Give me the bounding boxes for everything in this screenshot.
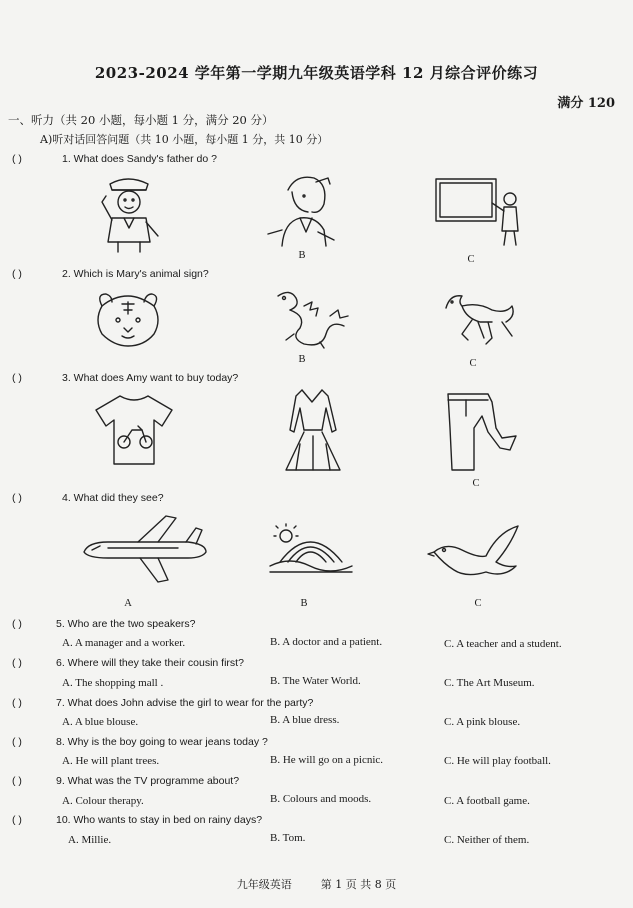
answer-blank[interactable]: ( )	[12, 697, 22, 709]
airplane-icon	[78, 512, 210, 586]
question-text: 4. What did they see?	[62, 492, 164, 504]
question-text: 9. What was the TV programme about?	[56, 775, 240, 787]
question-text: 3. What does Amy want to buy today?	[62, 372, 239, 384]
question-text: 6. Where will they take their cousin first?	[56, 657, 244, 669]
option-label: B	[300, 598, 308, 609]
rainbow-icon	[266, 522, 356, 578]
answer-blank[interactable]: ( )	[12, 657, 22, 669]
option-a: A. He will plant trees.	[62, 755, 160, 767]
section-subheading: A)听对话回答问题（共 10 小题，每小题 1 分，共 10 分）	[40, 133, 329, 146]
option-label: C	[467, 254, 475, 265]
option-a: A. Millie.	[68, 834, 112, 846]
woman-office-icon	[258, 170, 344, 250]
option-b: B. A blue dress.	[270, 714, 340, 726]
option-c: C. He will play football.	[444, 755, 551, 767]
option-c: C. A teacher and a student.	[444, 638, 562, 650]
question-text: 5. Who are the two speakers?	[56, 618, 196, 630]
option-b: B. Tom.	[270, 832, 306, 844]
option-c: C. A pink blouse.	[444, 716, 521, 728]
tiger-icon	[88, 288, 168, 348]
trousers-icon	[444, 388, 520, 474]
t-shirt-icon	[92, 390, 178, 470]
question-text: 8. Why is the boy going to wear jeans today ?	[56, 736, 268, 748]
bird-icon	[426, 522, 524, 584]
answer-blank[interactable]: ( )	[12, 492, 22, 504]
answer-blank[interactable]: ( )	[12, 814, 22, 826]
answer-blank[interactable]: ( )	[12, 736, 22, 748]
dress-icon	[280, 386, 346, 474]
question-text: 2. Which is Mary's animal sign?	[62, 268, 209, 280]
answer-blank[interactable]: ( )	[12, 153, 22, 165]
total-score: 满分 120	[557, 96, 615, 111]
answer-blank[interactable]: ( )	[12, 618, 22, 630]
section-heading: 一、听力（共 20 小题，每小题 1 分，满分 20 分）	[8, 113, 274, 127]
option-label: C	[474, 598, 482, 609]
option-a: A. A blue blouse.	[62, 716, 139, 728]
answer-blank[interactable]: ( )	[12, 268, 22, 280]
dragon-icon	[260, 286, 356, 350]
option-a: A. The shopping mall .	[62, 677, 164, 689]
option-a: A. A manager and a worker.	[62, 637, 186, 649]
footer-subject: 九年级英语	[236, 878, 292, 891]
option-label: B	[298, 250, 306, 261]
option-label: C	[469, 358, 477, 369]
answer-blank[interactable]: ( )	[12, 775, 22, 787]
question-text: 7. What does John advise the girl to wear for the party?	[56, 697, 314, 709]
option-label: A	[124, 598, 132, 609]
question-text: 1. What does Sandy's father do ?	[62, 153, 217, 165]
footer-page-number: 第 1 页 共 8 页	[320, 878, 397, 891]
police-officer-icon	[88, 172, 168, 254]
option-b: B. The Water World.	[270, 675, 361, 687]
option-a: A. Colour therapy.	[62, 795, 144, 807]
answer-blank[interactable]: ( )	[12, 372, 22, 384]
option-c: C. A football game.	[444, 795, 530, 807]
page-footer	[0, 876, 633, 892]
option-b: B. He will go on a picnic.	[270, 754, 384, 766]
option-label: B	[298, 354, 306, 365]
option-c: C. Neither of them.	[444, 834, 530, 846]
horse-icon	[432, 288, 524, 350]
question-text: 10. Who wants to stay in bed on rainy days?	[56, 814, 263, 826]
page-title: 2023-2024 学年第一学期九年级英语学科 12 月综合评价练习	[94, 64, 539, 82]
teacher-blackboard-icon	[432, 175, 528, 247]
option-c: C. The Art Museum.	[444, 677, 535, 689]
option-label: C	[472, 478, 480, 489]
option-b: B. Colours and moods.	[270, 793, 372, 805]
option-b: B. A doctor and a patient.	[270, 636, 383, 648]
